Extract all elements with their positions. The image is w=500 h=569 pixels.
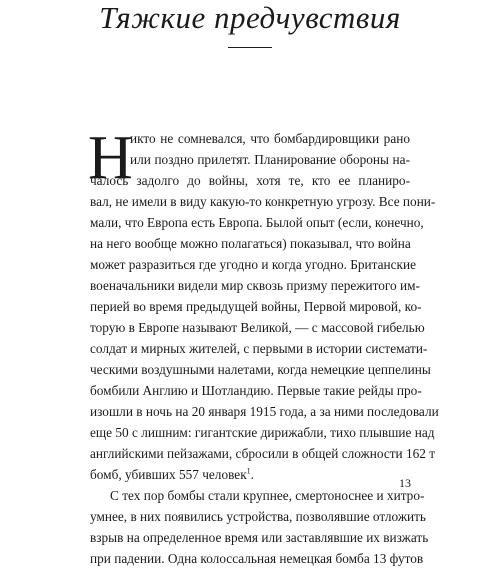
- text-line: мали, что Европа есть Европа. Былой опыт (если, конечно,: [90, 215, 424, 230]
- text-line: перией во время предыдущей войны, Первой мировой, ко-: [90, 299, 422, 314]
- text-line: английскими пейзажами, сбросили в общей сложности 162 т: [90, 446, 436, 461]
- paragraph-2: [90, 485, 429, 569]
- text-line: еще 50 с лишним: гигантские дирижабли, тихо плывшие над: [90, 425, 435, 440]
- text-line: взрыв на определенное время или заставлявшие их визжать: [90, 530, 429, 545]
- text-line: может разразиться где угодно и когда угодно. Британские: [90, 257, 417, 272]
- text-line: торую в Европе называют Великой, — с массовой гибелью: [90, 320, 425, 335]
- text-line: ческими воздушными налетами, когда немецкие цеппелины: [90, 362, 431, 377]
- text-line-content: бомб, убивших 557 человек: [90, 467, 247, 482]
- text-line: С тех пор бомбы стали крупнее, смертоноснее и хитро-: [110, 488, 425, 503]
- text-line: военачальники видели мир сквозь призму пережитого им-: [90, 278, 420, 293]
- text-line: умнее, в них появились устройства, позволявшие отложить: [90, 509, 426, 524]
- title-divider: [228, 47, 272, 48]
- text-line: при падении. Одна колоссальная немецкая бомба 13 футов: [90, 551, 424, 566]
- text-line-end: .: [250, 467, 254, 482]
- text-line: икто не сомневался, что бомбардировщики рано: [130, 131, 410, 146]
- text-line: вал, не имели в виду какую-то конкретную угрозу. Все пони-: [90, 194, 436, 209]
- text-line: на него вообще можно полагаться) показывал, что война: [90, 236, 411, 251]
- text-line: или поздно прилетят. Планирование обороны на-: [130, 152, 410, 167]
- page-number: 13: [399, 476, 411, 490]
- footnote-marker: 1: [246, 466, 251, 476]
- text-line: [90, 464, 410, 485]
- text-line: солдат и мирных жителей, с первыми в истории системати-: [90, 341, 428, 356]
- text-line: чалось задолго до войны, хотя те, кто ее планиро-: [90, 173, 410, 188]
- drop-cap: Н: [88, 124, 133, 192]
- text-line: бомбили Англию и Шотландию. Первые такие рейды про-: [90, 383, 422, 398]
- body-text: [88, 124, 439, 569]
- chapter-title: Тяжкие предчувствия: [99, 0, 401, 35]
- paragraph-1: [88, 124, 439, 485]
- text-line: изошли в ночь на 20 января 1915 года, а за ними последовали: [90, 404, 439, 419]
